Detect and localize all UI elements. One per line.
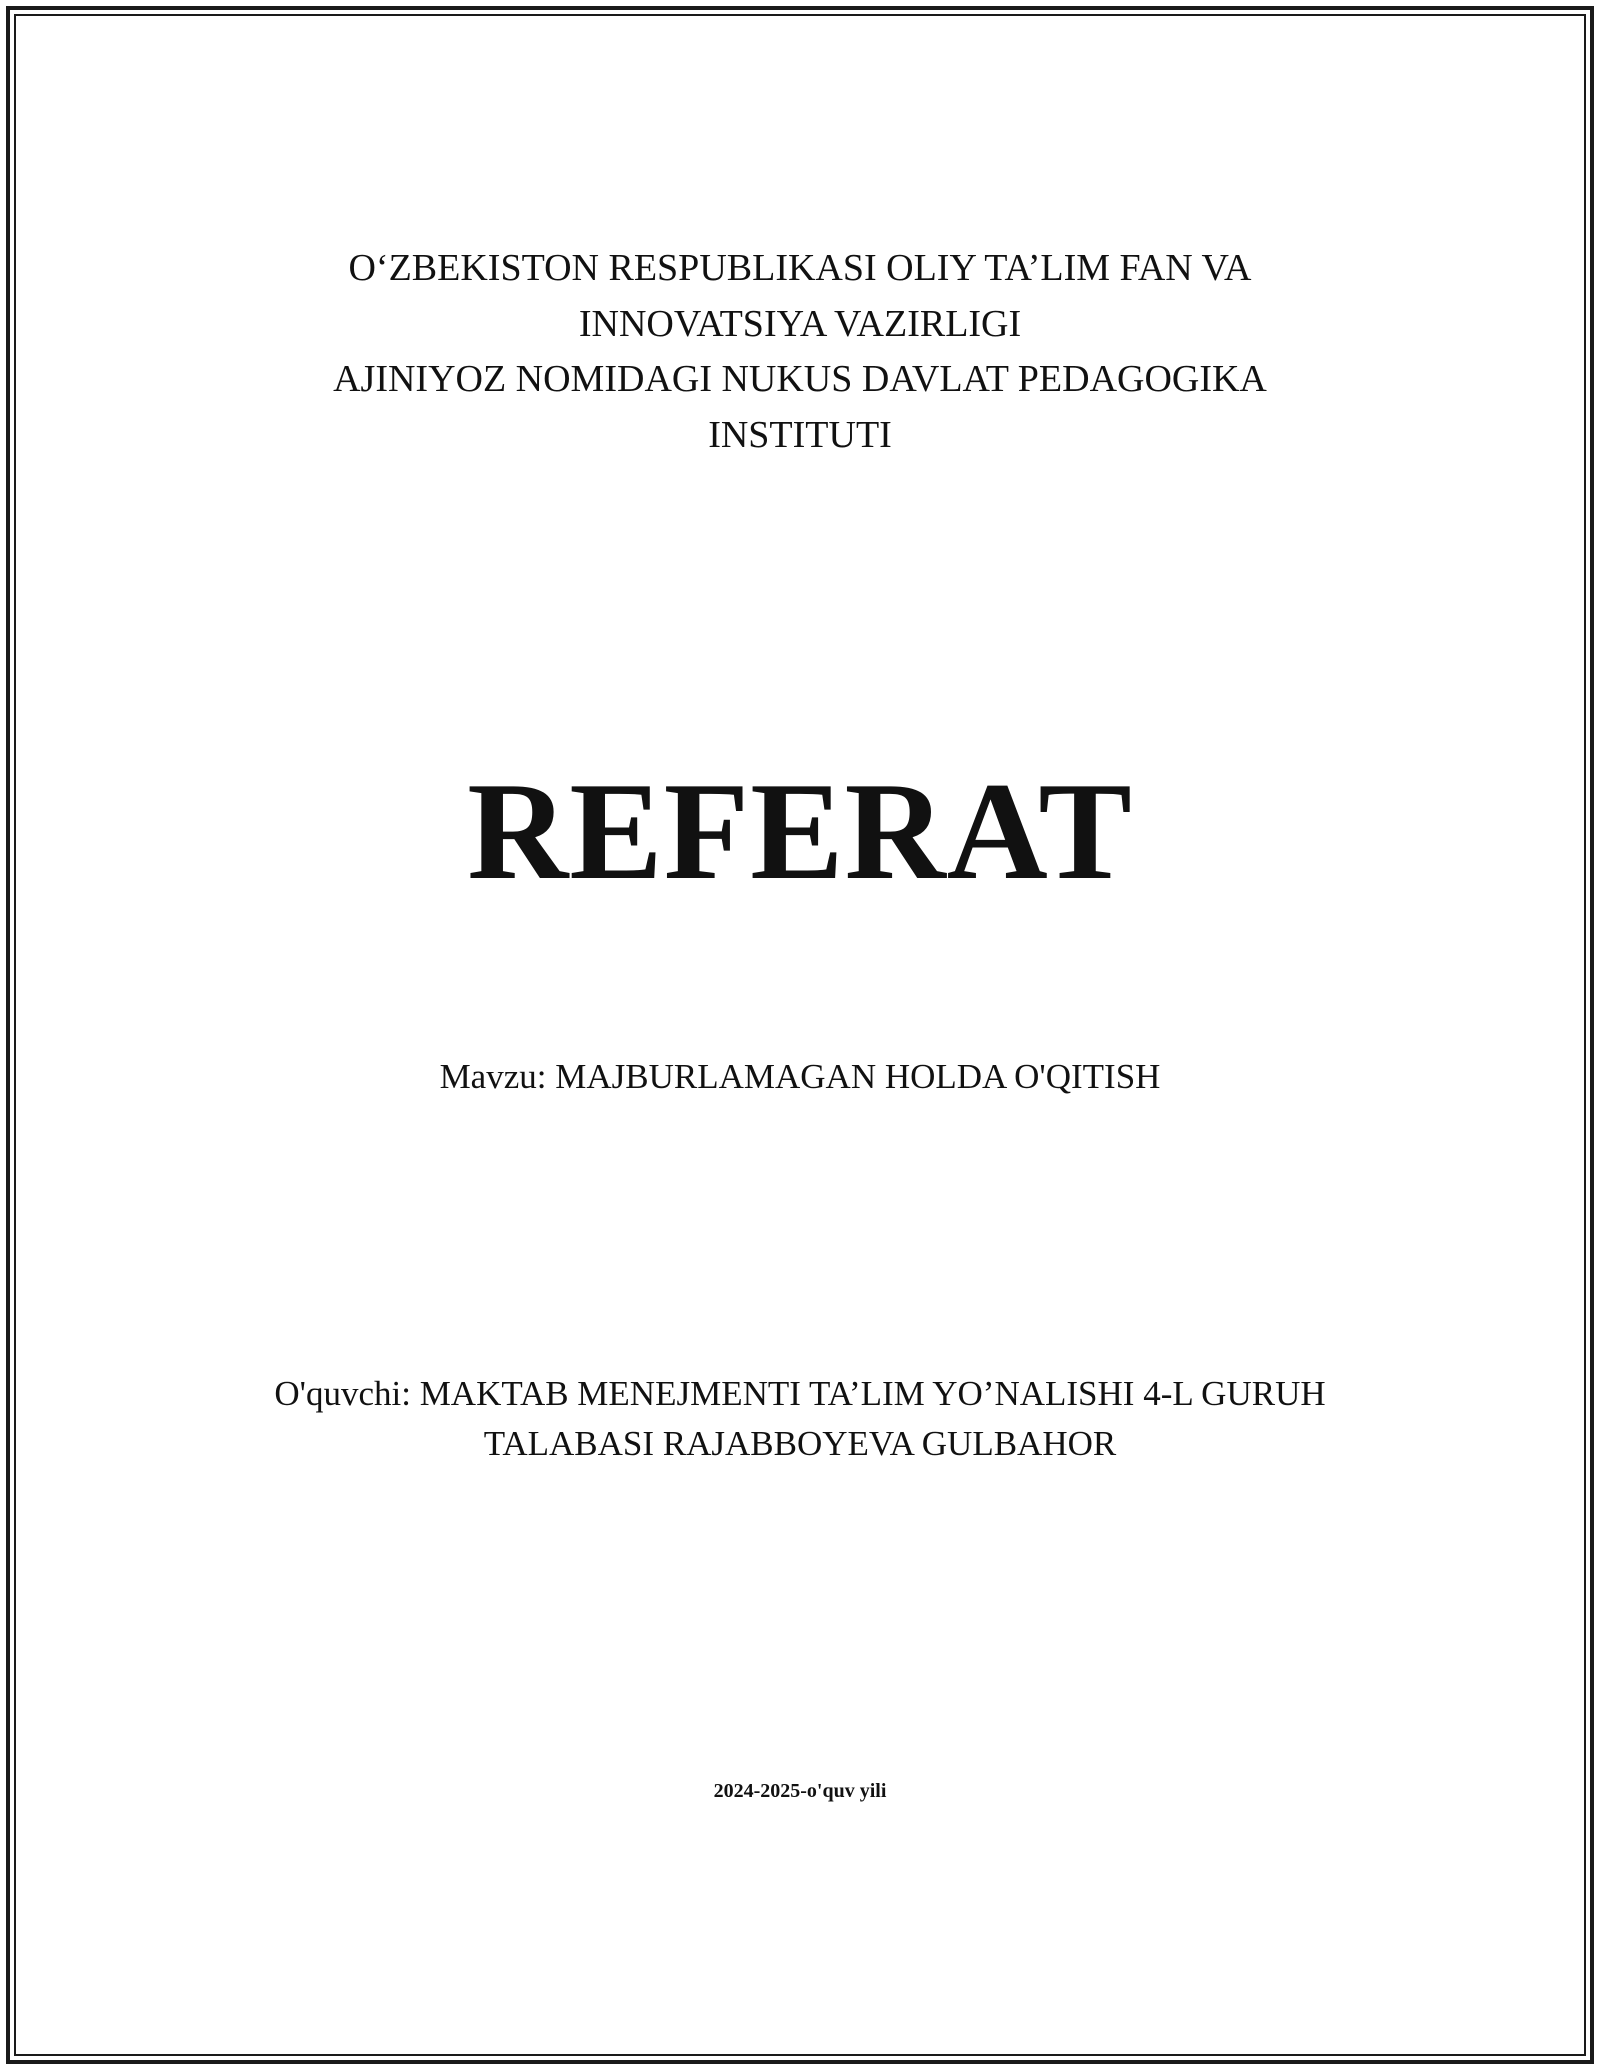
academic-year: 2024-2025-o'quv yili: [713, 1780, 887, 1802]
ministry-name-line-1: O‘ZBEKISTON RESPUBLIKASI OLIY TA’LIM FAN VA: [348, 247, 1252, 289]
ministry-name-line-2: INNOVATSIYA VAZIRLIGI: [578, 303, 1022, 345]
document-title: REFERAT: [467, 754, 1133, 909]
institute-name-line-1: AJINIYOZ NOMIDAGI NUKUS DAVLAT PEDAGOGIKA: [333, 358, 1267, 400]
institute-name-line-2: INSTITUTI: [708, 414, 892, 456]
topic-line: Mavzu: MAJBURLAMAGAN HOLDA O'QITISH: [439, 1057, 1161, 1096]
student-line-2: TALABASI RAJABBOYEVA GULBAHOR: [483, 1424, 1117, 1463]
student-line-1: O'quvchi: MAKTAB MENEJMENTI TA’LIM YO’NALISHI 4-L GURUH: [274, 1374, 1326, 1413]
